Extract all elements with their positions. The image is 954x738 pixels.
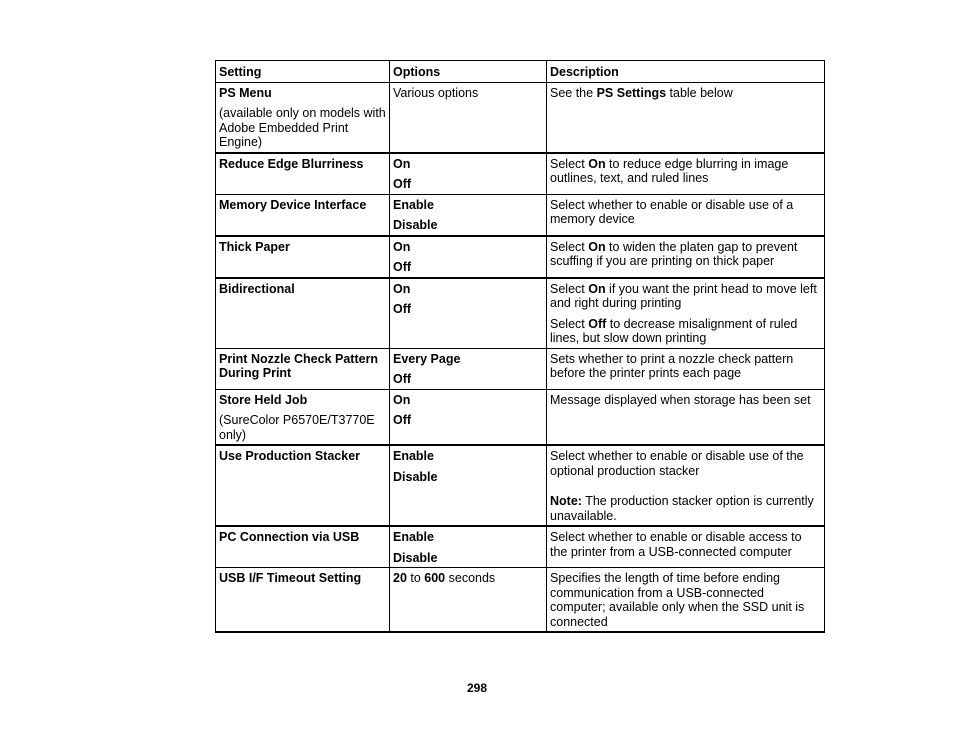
cell-options	[390, 278, 547, 349]
cell-description	[547, 236, 825, 278]
text-run: if you want the print head to move left and right during printing	[550, 281, 817, 310]
text-run: Select	[550, 239, 589, 254]
text-run: The production stacker option is currently unavailable.	[550, 494, 814, 523]
text-run: Select whether to enable or disable use of a memory device	[550, 197, 794, 226]
cell-options	[390, 348, 547, 389]
text-run: Store Held Job	[219, 392, 308, 407]
description-paragraph	[550, 240, 821, 269]
text-run: 20	[393, 571, 407, 585]
setting-paragraph	[219, 240, 386, 255]
cell-options	[390, 526, 547, 568]
text-run: Enable	[393, 530, 434, 544]
table-body	[216, 82, 825, 632]
options-paragraph	[393, 260, 543, 275]
options-paragraph	[393, 393, 543, 408]
text-run: Sets whether to print a nozzle check pattern before the printer prints each page	[550, 351, 794, 380]
text-run: (available only on models with Adobe Embedded Print Engine)	[219, 106, 386, 149]
cell-setting	[216, 526, 390, 568]
cell-options	[390, 568, 547, 633]
options-paragraph	[393, 86, 543, 101]
text-run: Off	[393, 372, 412, 386]
text-run: Note:	[550, 494, 582, 508]
setting-paragraph	[219, 106, 386, 150]
text-run: On	[393, 281, 411, 296]
header-setting: Setting	[216, 61, 390, 83]
text-run: Select	[550, 316, 589, 331]
text-run: to decrease misalignment of ruled lines, but slow down printing	[550, 316, 798, 345]
table-row	[216, 526, 825, 568]
cell-description	[547, 389, 825, 445]
options-paragraph	[393, 470, 543, 485]
table-row	[216, 194, 825, 236]
cell-description	[547, 526, 825, 568]
text-run: Disable	[393, 469, 438, 484]
text-run: Memory Device Interface	[219, 197, 367, 212]
setting-paragraph	[219, 393, 386, 408]
text-run: Off	[393, 177, 412, 191]
table-row	[216, 278, 825, 349]
text-run: (SureColor P6570E/T3770E only)	[219, 413, 375, 442]
options-paragraph	[393, 571, 543, 586]
setting-paragraph	[219, 352, 386, 381]
cell-description	[547, 82, 825, 153]
cell-description	[547, 278, 825, 349]
text-run: Select	[550, 281, 589, 296]
cell-description	[547, 153, 825, 195]
table-row	[216, 153, 825, 195]
options-paragraph	[393, 218, 543, 233]
text-run: Off	[393, 413, 412, 427]
cell-description	[547, 445, 825, 526]
text-run: USB I/F Timeout Setting	[219, 571, 362, 585]
setting-paragraph	[219, 282, 386, 297]
description-paragraph	[550, 352, 821, 381]
options-paragraph	[393, 372, 543, 387]
text-run: seconds	[445, 571, 496, 585]
header-options: Options	[390, 61, 547, 83]
text-run: to widen the platen gap to prevent scuffing if you are printing on thick paper	[550, 239, 798, 268]
text-run: Thick Paper	[219, 239, 290, 254]
table-row	[216, 348, 825, 389]
table-row	[216, 82, 825, 153]
description-paragraph	[550, 157, 821, 186]
text-run: On	[588, 156, 606, 171]
text-run: Disable	[393, 550, 438, 565]
text-run: Print Nozzle Check Pattern During Print	[219, 351, 379, 380]
text-run: table below	[666, 85, 733, 100]
options-paragraph	[393, 198, 543, 213]
setting-paragraph	[219, 198, 386, 213]
description-paragraph	[550, 86, 821, 101]
cell-options	[390, 445, 547, 526]
cell-options	[390, 389, 547, 445]
text-run: On	[393, 156, 411, 171]
text-run: Off	[393, 302, 412, 316]
page-number: 298	[466, 681, 488, 695]
cell-setting	[216, 445, 390, 526]
options-paragraph	[393, 413, 543, 428]
text-run: Every Page	[393, 351, 461, 366]
text-run: Select	[550, 156, 589, 171]
text-run: Select whether to enable or disable access to the printer from a USB-connected computer	[550, 530, 802, 559]
setting-paragraph	[219, 157, 386, 172]
text-run: to	[406, 571, 425, 585]
options-paragraph	[393, 240, 543, 255]
text-run: PC Connection via USB	[219, 530, 360, 544]
cell-setting	[216, 153, 390, 195]
text-run: Bidirectional	[219, 281, 295, 296]
setting-paragraph	[219, 449, 386, 464]
options-paragraph	[393, 530, 543, 545]
text-run: On	[588, 239, 606, 254]
text-run: Reduce Edge Blurriness	[219, 156, 364, 171]
text-run: Select whether to enable or disable use of the optional production stacker	[550, 449, 804, 478]
cell-setting	[216, 348, 390, 389]
text-run: 600	[424, 571, 446, 585]
table-row	[216, 568, 825, 633]
description-paragraph	[550, 317, 821, 346]
options-paragraph	[393, 352, 543, 367]
text-run: On	[393, 392, 411, 407]
text-run: Message displayed when storage has been set	[550, 392, 811, 407]
description-paragraph	[550, 393, 821, 408]
text-run: Off	[393, 260, 412, 274]
cell-setting	[216, 389, 390, 445]
setting-paragraph	[219, 571, 386, 586]
description-paragraph	[550, 494, 821, 523]
description-paragraph	[550, 449, 821, 478]
header-description: Description	[547, 61, 825, 83]
cell-options	[390, 153, 547, 195]
text-run: Specifies the length of time before ending communication from a USB-connected computer; available only when the SSD unit is connected	[550, 571, 805, 629]
setting-paragraph	[219, 530, 386, 545]
options-paragraph	[393, 302, 543, 317]
cell-options	[390, 236, 547, 278]
cell-options	[390, 194, 547, 236]
options-paragraph	[393, 551, 543, 566]
text-run: Use Production Stacker	[219, 449, 361, 463]
table-row	[216, 389, 825, 445]
setting-paragraph	[219, 86, 386, 101]
options-paragraph	[393, 177, 543, 192]
cell-description	[547, 568, 825, 633]
text-run: On	[588, 281, 606, 296]
options-paragraph	[393, 449, 543, 464]
text-run: Enable	[393, 449, 434, 463]
cell-description	[547, 194, 825, 236]
options-paragraph	[393, 157, 543, 172]
description-paragraph	[550, 198, 821, 227]
text-run: Disable	[393, 218, 438, 232]
cell-description	[547, 348, 825, 389]
text-run: Various options	[393, 85, 479, 100]
cell-options	[390, 82, 547, 153]
settings-table	[215, 60, 825, 633]
cell-setting	[216, 194, 390, 236]
table-row	[216, 236, 825, 278]
options-paragraph	[393, 282, 543, 297]
text-run: Off	[588, 316, 607, 331]
text-run: PS Menu	[219, 85, 272, 100]
text-run: PS Settings	[596, 85, 667, 100]
description-paragraph	[550, 530, 821, 559]
cell-setting	[216, 236, 390, 278]
cell-setting	[216, 82, 390, 153]
text-run: Enable	[393, 197, 434, 212]
setting-paragraph	[219, 413, 386, 442]
text-run: to reduce edge blurring in image outlines, text, and ruled lines	[550, 156, 789, 185]
text-run: See the	[550, 85, 597, 100]
description-paragraph	[550, 282, 821, 311]
cell-setting	[216, 568, 390, 633]
table-row	[216, 445, 825, 526]
table-header-row	[216, 61, 825, 83]
text-run: On	[393, 239, 411, 254]
cell-setting	[216, 278, 390, 349]
description-paragraph	[550, 571, 821, 629]
